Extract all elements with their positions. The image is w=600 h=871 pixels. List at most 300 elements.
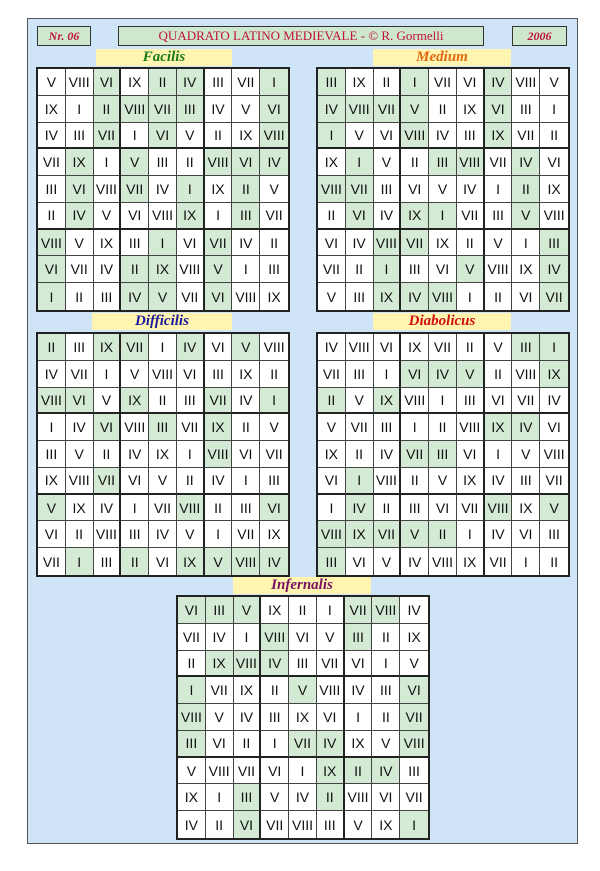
grid-cell: VIII (540, 441, 568, 468)
grid-cell: IX (457, 548, 485, 575)
grid-cell: IX (429, 230, 457, 257)
grid-cell: II (512, 176, 540, 203)
grid-cell: VII (177, 414, 205, 441)
grid-cell: VI (429, 495, 457, 522)
grid-cell: V (260, 414, 288, 441)
grid-cell: V (345, 811, 373, 838)
grid-cell: IV (121, 283, 149, 310)
grid-cell: VIII (372, 597, 400, 624)
grid-cell: II (66, 521, 94, 548)
grid-cell: V (234, 597, 262, 624)
grid-cell: IX (66, 495, 94, 522)
grid-cell: VIII (457, 149, 485, 176)
grid-cell: III (289, 651, 317, 678)
grid-cell: VII (66, 256, 94, 283)
grid-cell: I (149, 334, 177, 361)
grid-cell: V (318, 414, 346, 441)
puzzle-label-diabolicus: Diabolicus (373, 313, 511, 330)
grid-cell: VII (177, 283, 205, 310)
grid-cell: IV (372, 758, 400, 785)
grid-cell: VIII (346, 334, 374, 361)
grid-cell: IX (374, 388, 402, 415)
grid-cell: II (261, 677, 289, 704)
grid-cell: III (121, 230, 149, 257)
grid-cell: IX (401, 334, 429, 361)
grid-cell: VIII (318, 521, 346, 548)
grid-cell: I (121, 123, 149, 150)
grid-cell: I (485, 176, 513, 203)
grid-cell: VII (318, 361, 346, 388)
grid-cell: I (232, 256, 260, 283)
grid-cell: VIII (260, 334, 288, 361)
grid-cell: VI (289, 624, 317, 651)
grid-cell: VII (346, 176, 374, 203)
grid-cell: VII (485, 548, 513, 575)
grid-cell: IV (346, 230, 374, 257)
grid-cell: VII (346, 414, 374, 441)
grid-cell: VI (260, 96, 288, 123)
grid-cell: IX (38, 468, 66, 495)
grid-cell: IV (234, 704, 262, 731)
grid-cell: VII (205, 230, 233, 257)
grid-cell: IX (317, 758, 345, 785)
grid-cell: VII (289, 731, 317, 758)
grid-cell: II (149, 388, 177, 415)
grid-cell: II (485, 361, 513, 388)
grid-cell: III (317, 811, 345, 838)
grid-cell: II (232, 414, 260, 441)
grid-cell: V (205, 256, 233, 283)
grid-cell: VIII (232, 283, 260, 310)
grid-cell: VIII (178, 704, 206, 731)
grid-cell: VII (260, 203, 288, 230)
grid-cell: IX (261, 597, 289, 624)
grid-cell: III (232, 495, 260, 522)
grid-cell: V (149, 283, 177, 310)
grid-cell: VIII (401, 388, 429, 415)
grid-cell: VI (401, 361, 429, 388)
grid-cell: VII (178, 624, 206, 651)
grid-cell: VII (429, 334, 457, 361)
grid-cell: VII (149, 96, 177, 123)
grid-cell: VI (457, 441, 485, 468)
grid-cell: I (94, 149, 122, 176)
puzzle-grid-medium (316, 67, 570, 312)
grid-cell: V (232, 334, 260, 361)
grid-cell: VIII (234, 651, 262, 678)
grid-cell: IX (205, 176, 233, 203)
grid-cell: VII (540, 283, 568, 310)
grid-cell: II (232, 176, 260, 203)
grid-cell: VIII (485, 256, 513, 283)
grid-cell: III (234, 784, 262, 811)
grid-cell: IX (346, 69, 374, 96)
grid-cell: VI (374, 334, 402, 361)
grid-cell: III (512, 334, 540, 361)
puzzle-grid-infernalis (176, 595, 430, 840)
grid-cell: III (66, 123, 94, 150)
grid-cell: II (260, 230, 288, 257)
grid-cell: VI (232, 149, 260, 176)
grid-cell: I (205, 203, 233, 230)
grid-cell: VII (38, 149, 66, 176)
grid-cell: II (429, 521, 457, 548)
grid-cell: IX (400, 624, 428, 651)
grid-cell: VI (149, 123, 177, 150)
grid-cell: IV (400, 597, 428, 624)
grid-cell: VII (317, 651, 345, 678)
grid-cell: V (317, 624, 345, 651)
grid-cell: V (94, 203, 122, 230)
grid-cell: II (66, 283, 94, 310)
grid-cell: II (94, 441, 122, 468)
grid-cell: VII (457, 495, 485, 522)
grid-cell: II (260, 361, 288, 388)
grid-cell: IX (512, 256, 540, 283)
grid-cell: IV (540, 256, 568, 283)
grid-cell: V (177, 521, 205, 548)
grid-cell: V (261, 784, 289, 811)
grid-cell: IV (66, 414, 94, 441)
grid-cell: IV (206, 624, 234, 651)
grid-cell: I (121, 495, 149, 522)
grid-cell: IX (177, 203, 205, 230)
grid-cell: III (121, 521, 149, 548)
grid-cell: VII (400, 704, 428, 731)
grid-cell: IX (260, 521, 288, 548)
grid-cell: III (346, 283, 374, 310)
grid-cell: VI (121, 468, 149, 495)
grid-cell: I (38, 283, 66, 310)
grid-cell: II (372, 704, 400, 731)
grid-cell: III (261, 704, 289, 731)
grid-cell: VIII (232, 548, 260, 575)
puzzle-label-facilis: Facilis (96, 49, 232, 66)
grid-cell: IV (38, 123, 66, 150)
grid-cell: VIII (66, 69, 94, 96)
grid-cell: VIII (177, 256, 205, 283)
grid-cell: VII (38, 548, 66, 575)
grid-cell: III (345, 624, 373, 651)
grid-cell: I (232, 468, 260, 495)
grid-cell: II (345, 758, 373, 785)
grid-cell: VI (372, 784, 400, 811)
grid-cell: V (346, 123, 374, 150)
grid-cell: II (234, 731, 262, 758)
grid-cell: II (317, 784, 345, 811)
grid-cell: III (260, 468, 288, 495)
grid-cell: V (38, 495, 66, 522)
grid-cell: VII (540, 468, 568, 495)
grid-cell: III (318, 69, 346, 96)
grid-cell: VI (374, 123, 402, 150)
grid-cell: V (457, 361, 485, 388)
grid-cell: IV (457, 176, 485, 203)
grid-cell: III (205, 361, 233, 388)
grid-cell: III (38, 176, 66, 203)
grid-cell: IX (149, 256, 177, 283)
grid-cell: II (401, 149, 429, 176)
grid-cell: VIII (540, 203, 568, 230)
grid-cell: VI (261, 758, 289, 785)
grid-cell: VII (205, 388, 233, 415)
grid-cell: V (66, 230, 94, 257)
grid-cell: II (318, 388, 346, 415)
grid-cell: VII (261, 811, 289, 838)
grid-cell: VI (318, 230, 346, 257)
grid-cell: VI (345, 651, 373, 678)
grid-cell: I (149, 230, 177, 257)
grid-cell: VII (260, 441, 288, 468)
grid-cell: II (38, 203, 66, 230)
grid-cell: V (260, 176, 288, 203)
grid-cell: I (540, 96, 568, 123)
grid-cell: II (121, 256, 149, 283)
grid-cell: II (205, 495, 233, 522)
grid-cell: VII (66, 361, 94, 388)
grid-cell: IX (94, 230, 122, 257)
grid-cell: VII (206, 677, 234, 704)
grid-cell: I (38, 414, 66, 441)
grid-cell: III (66, 334, 94, 361)
grid-cell: V (401, 96, 429, 123)
grid-cell: VI (205, 283, 233, 310)
grid-cell: II (485, 283, 513, 310)
grid-cell: VII (429, 69, 457, 96)
grid-cell: I (429, 203, 457, 230)
grid-cell: I (261, 731, 289, 758)
grid-cell: VIII (400, 731, 428, 758)
puzzle-grid-facilis (36, 67, 290, 312)
grid-cell: III (540, 521, 568, 548)
grid-cell: VI (38, 256, 66, 283)
grid-cell: IV (485, 521, 513, 548)
grid-cell: II (429, 96, 457, 123)
grid-cell: V (232, 96, 260, 123)
grid-cell: I (457, 521, 485, 548)
grid-cell: V (121, 361, 149, 388)
grid-cell: IV (38, 361, 66, 388)
grid-cell: II (429, 414, 457, 441)
grid-cell: IX (346, 521, 374, 548)
grid-cell: II (205, 123, 233, 150)
grid-cell: V (512, 203, 540, 230)
grid-cell: IX (149, 441, 177, 468)
grid-cell: VI (38, 521, 66, 548)
grid-cell: VI (206, 731, 234, 758)
grid-cell: VIII (401, 123, 429, 150)
grid-cell: V (289, 677, 317, 704)
grid-cell: IX (260, 283, 288, 310)
grid-cell: VII (149, 495, 177, 522)
grid-cell: VIII (374, 230, 402, 257)
grid-cell: VII (121, 176, 149, 203)
grid-cell: VIII (177, 495, 205, 522)
grid-cell: VII (121, 334, 149, 361)
grid-cell: VI (94, 69, 122, 96)
puzzle-grid-diabolicus (316, 332, 570, 577)
grid-cell: I (429, 388, 457, 415)
grid-cell: VI (234, 811, 262, 838)
grid-cell: VIII (149, 203, 177, 230)
grid-cell: VI (540, 414, 568, 441)
grid-cell: IV (121, 441, 149, 468)
grid-cell: II (374, 495, 402, 522)
grid-cell: IX (374, 283, 402, 310)
grid-cell: V (318, 283, 346, 310)
grid-cell: IX (38, 96, 66, 123)
grid-cell: IX (289, 704, 317, 731)
grid-cell: VIII (346, 96, 374, 123)
grid-cell: IV (318, 96, 346, 123)
grid-cell: VII (457, 203, 485, 230)
grid-cell: VII (234, 758, 262, 785)
grid-cell: VIII (205, 149, 233, 176)
grid-cell: III (512, 96, 540, 123)
grid-cell: VIII (345, 784, 373, 811)
grid-cell: I (512, 548, 540, 575)
grid-cell: IX (121, 69, 149, 96)
grid-cell: VII (400, 784, 428, 811)
grid-cell: I (234, 624, 262, 651)
grid-cell: I (206, 784, 234, 811)
grid-cell: VIII (260, 123, 288, 150)
grid-cell: II (177, 468, 205, 495)
grid-cell: VIII (206, 758, 234, 785)
grid-cell: III (178, 731, 206, 758)
grid-cell: III (94, 548, 122, 575)
grid-cell: VI (232, 441, 260, 468)
grid-cell: I (318, 123, 346, 150)
grid-cell: VIII (485, 495, 513, 522)
grid-cell: IX (485, 414, 513, 441)
grid-cell: IV (512, 149, 540, 176)
grid-cell: VI (346, 548, 374, 575)
grid-cell: IV (261, 651, 289, 678)
grid-cell: I (177, 176, 205, 203)
grid-cell: IV (318, 334, 346, 361)
grid-cell: VI (485, 96, 513, 123)
grid-cell: VIII (149, 361, 177, 388)
grid-cell: V (540, 495, 568, 522)
grid-cell: VI (66, 176, 94, 203)
year-badge: 2006 (512, 26, 567, 46)
grid-cell: I (94, 361, 122, 388)
grid-cell: VIII (457, 414, 485, 441)
grid-cell: III (429, 441, 457, 468)
grid-cell: IV (485, 69, 513, 96)
grid-cell: IX (66, 149, 94, 176)
grid-cell: IV (540, 388, 568, 415)
grid-cell: I (401, 414, 429, 441)
grid-cell: IV (66, 203, 94, 230)
grid-cell: IV (94, 256, 122, 283)
grid-cell: VI (177, 230, 205, 257)
grid-cell: III (429, 149, 457, 176)
grid-cell: II (206, 811, 234, 838)
grid-cell: IV (149, 521, 177, 548)
grid-cell: V (177, 123, 205, 150)
grid-cell: VIII (318, 176, 346, 203)
grid-cell: VI (400, 677, 428, 704)
grid-cell: IX (178, 784, 206, 811)
grid-cell: VII (512, 388, 540, 415)
grid-cell: VIII (66, 468, 94, 495)
grid-cell: IX (457, 96, 485, 123)
grid-cell: I (289, 758, 317, 785)
grid-cell: III (457, 388, 485, 415)
grid-cell: II (457, 334, 485, 361)
grid-cell: VI (429, 256, 457, 283)
grid-cell: VII (232, 69, 260, 96)
grid-cell: III (149, 149, 177, 176)
grid-cell: II (401, 468, 429, 495)
grid-cell: III (401, 256, 429, 283)
grid-cell: VIII (121, 96, 149, 123)
grid-cell: II (346, 256, 374, 283)
grid-cell: II (177, 149, 205, 176)
grid-cell: IX (206, 651, 234, 678)
grid-cell: IV (260, 548, 288, 575)
grid-cell: III (485, 203, 513, 230)
grid-cell: II (346, 441, 374, 468)
grid-cell: IX (234, 677, 262, 704)
grid-cell: VI (94, 414, 122, 441)
grid-cell: VI (512, 521, 540, 548)
grid-cell: IX (401, 203, 429, 230)
grid-cell: III (372, 677, 400, 704)
grid-cell: VIII (205, 441, 233, 468)
grid-cell: VII (94, 123, 122, 150)
grid-cell: III (457, 123, 485, 150)
grid-cell: VIII (429, 548, 457, 575)
grid-cell: V (485, 334, 513, 361)
grid-cell: IX (540, 361, 568, 388)
grid-cell: IX (540, 176, 568, 203)
grid-cell: VI (177, 361, 205, 388)
grid-cell: IX (177, 548, 205, 575)
grid-cell: I (177, 441, 205, 468)
grid-cell: IV (177, 69, 205, 96)
grid-cell: IV (94, 495, 122, 522)
grid-cell: IV (149, 176, 177, 203)
grid-cell: V (512, 441, 540, 468)
grid-cell: III (400, 758, 428, 785)
grid-cell: IV (260, 149, 288, 176)
grid-cell: II (94, 96, 122, 123)
grid-cell: I (66, 548, 94, 575)
grid-cell: V (429, 468, 457, 495)
grid-cell: VIII (289, 811, 317, 838)
grid-cell: II (372, 624, 400, 651)
grid-cell: I (372, 651, 400, 678)
puzzle-label-infernalis: Infernalis (233, 577, 371, 594)
grid-cell: III (232, 203, 260, 230)
grid-cell: IX (512, 495, 540, 522)
grid-cell: IV (374, 441, 402, 468)
grid-cell: VIII (512, 361, 540, 388)
grid-cell: III (260, 256, 288, 283)
grid-cell: III (94, 283, 122, 310)
grid-cell: II (540, 548, 568, 575)
grid-cell: IX (205, 414, 233, 441)
grid-cell: V (66, 441, 94, 468)
grid-cell: V (121, 149, 149, 176)
grid-cell: III (177, 388, 205, 415)
grid-cell: III (401, 495, 429, 522)
grid-cell: IV (289, 784, 317, 811)
grid-cell: VI (121, 203, 149, 230)
